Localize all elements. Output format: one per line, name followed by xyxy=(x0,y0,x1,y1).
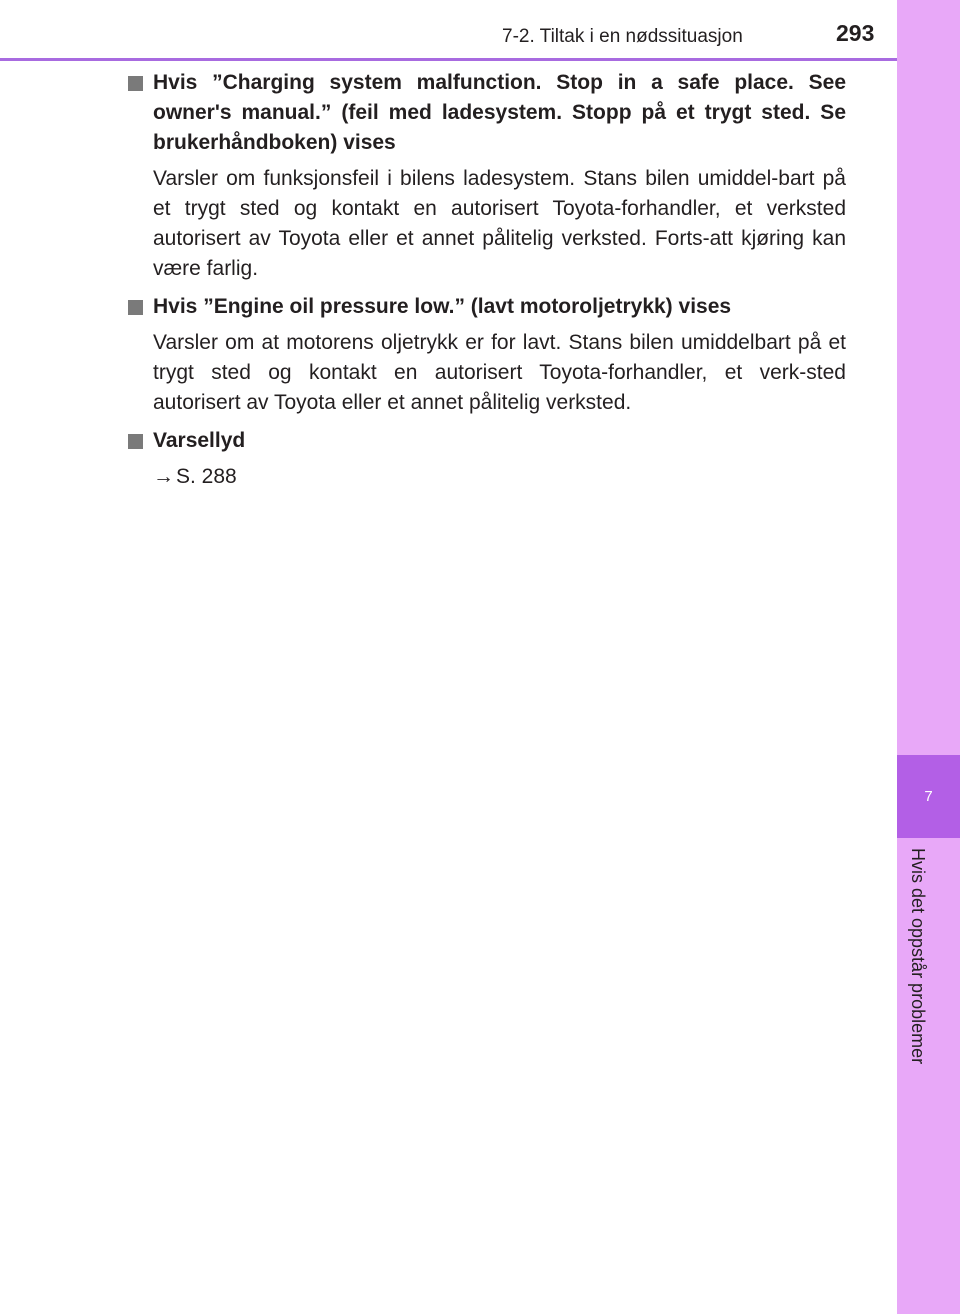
square-bullet-icon xyxy=(128,76,143,91)
page-content xyxy=(126,68,846,500)
section-heading-text: Hvis ”Engine oil pressure low.” (lavt motoroljetrykk) vises xyxy=(153,295,732,318)
section-heading xyxy=(126,68,846,158)
chapter-title: Hvis det oppstår problemer xyxy=(908,848,928,1065)
chapter-number-block xyxy=(897,755,960,838)
section-heading-text: Hvis ”Charging system malfunction. Stop in a safe place. See owner's manual.” (feil med ladesystem. Stopp på et trygt sted. Se brukerhåndboken) vises xyxy=(153,71,846,154)
running-header-section: 7-2. Tiltak i en nødssituasjon xyxy=(502,26,743,47)
page-reference[interactable] xyxy=(126,462,846,492)
section-warning-sound xyxy=(126,426,846,492)
square-bullet-icon xyxy=(128,300,143,315)
chapter-number: 7 xyxy=(924,788,933,805)
section-body: Varsler om funksjonsfeil i bilens ladesystem. Stans bilen umiddel-bart på et trygt sted og kontakt en autorisert Toyota-forhandler, et verksted autorisert av Toyota eller et annet pålitelig verksted. Forts-att kjøring kan være farlig. xyxy=(153,167,846,280)
header-divider xyxy=(0,58,897,61)
section-heading xyxy=(126,292,846,322)
section-engine-oil-pressure xyxy=(126,292,846,418)
section-body: Varsler om at motorens oljetrykk er for lavt. Stans bilen umiddelbart på et trygt sted og kontakt en autorisert Toyota-forhandler, et verk-sted autorisert av Toyota eller et annet pålitelig verksted. xyxy=(153,331,846,414)
section-charging-system xyxy=(126,68,846,284)
section-heading-text: Varsellyd xyxy=(153,429,246,452)
arrow-right-icon: → xyxy=(153,465,174,488)
section-heading xyxy=(126,426,846,456)
page-number: 293 xyxy=(836,20,875,46)
square-bullet-icon xyxy=(128,434,143,449)
page-reference-text: S. 288 xyxy=(176,465,237,488)
chapter-side-tab xyxy=(897,0,960,1314)
